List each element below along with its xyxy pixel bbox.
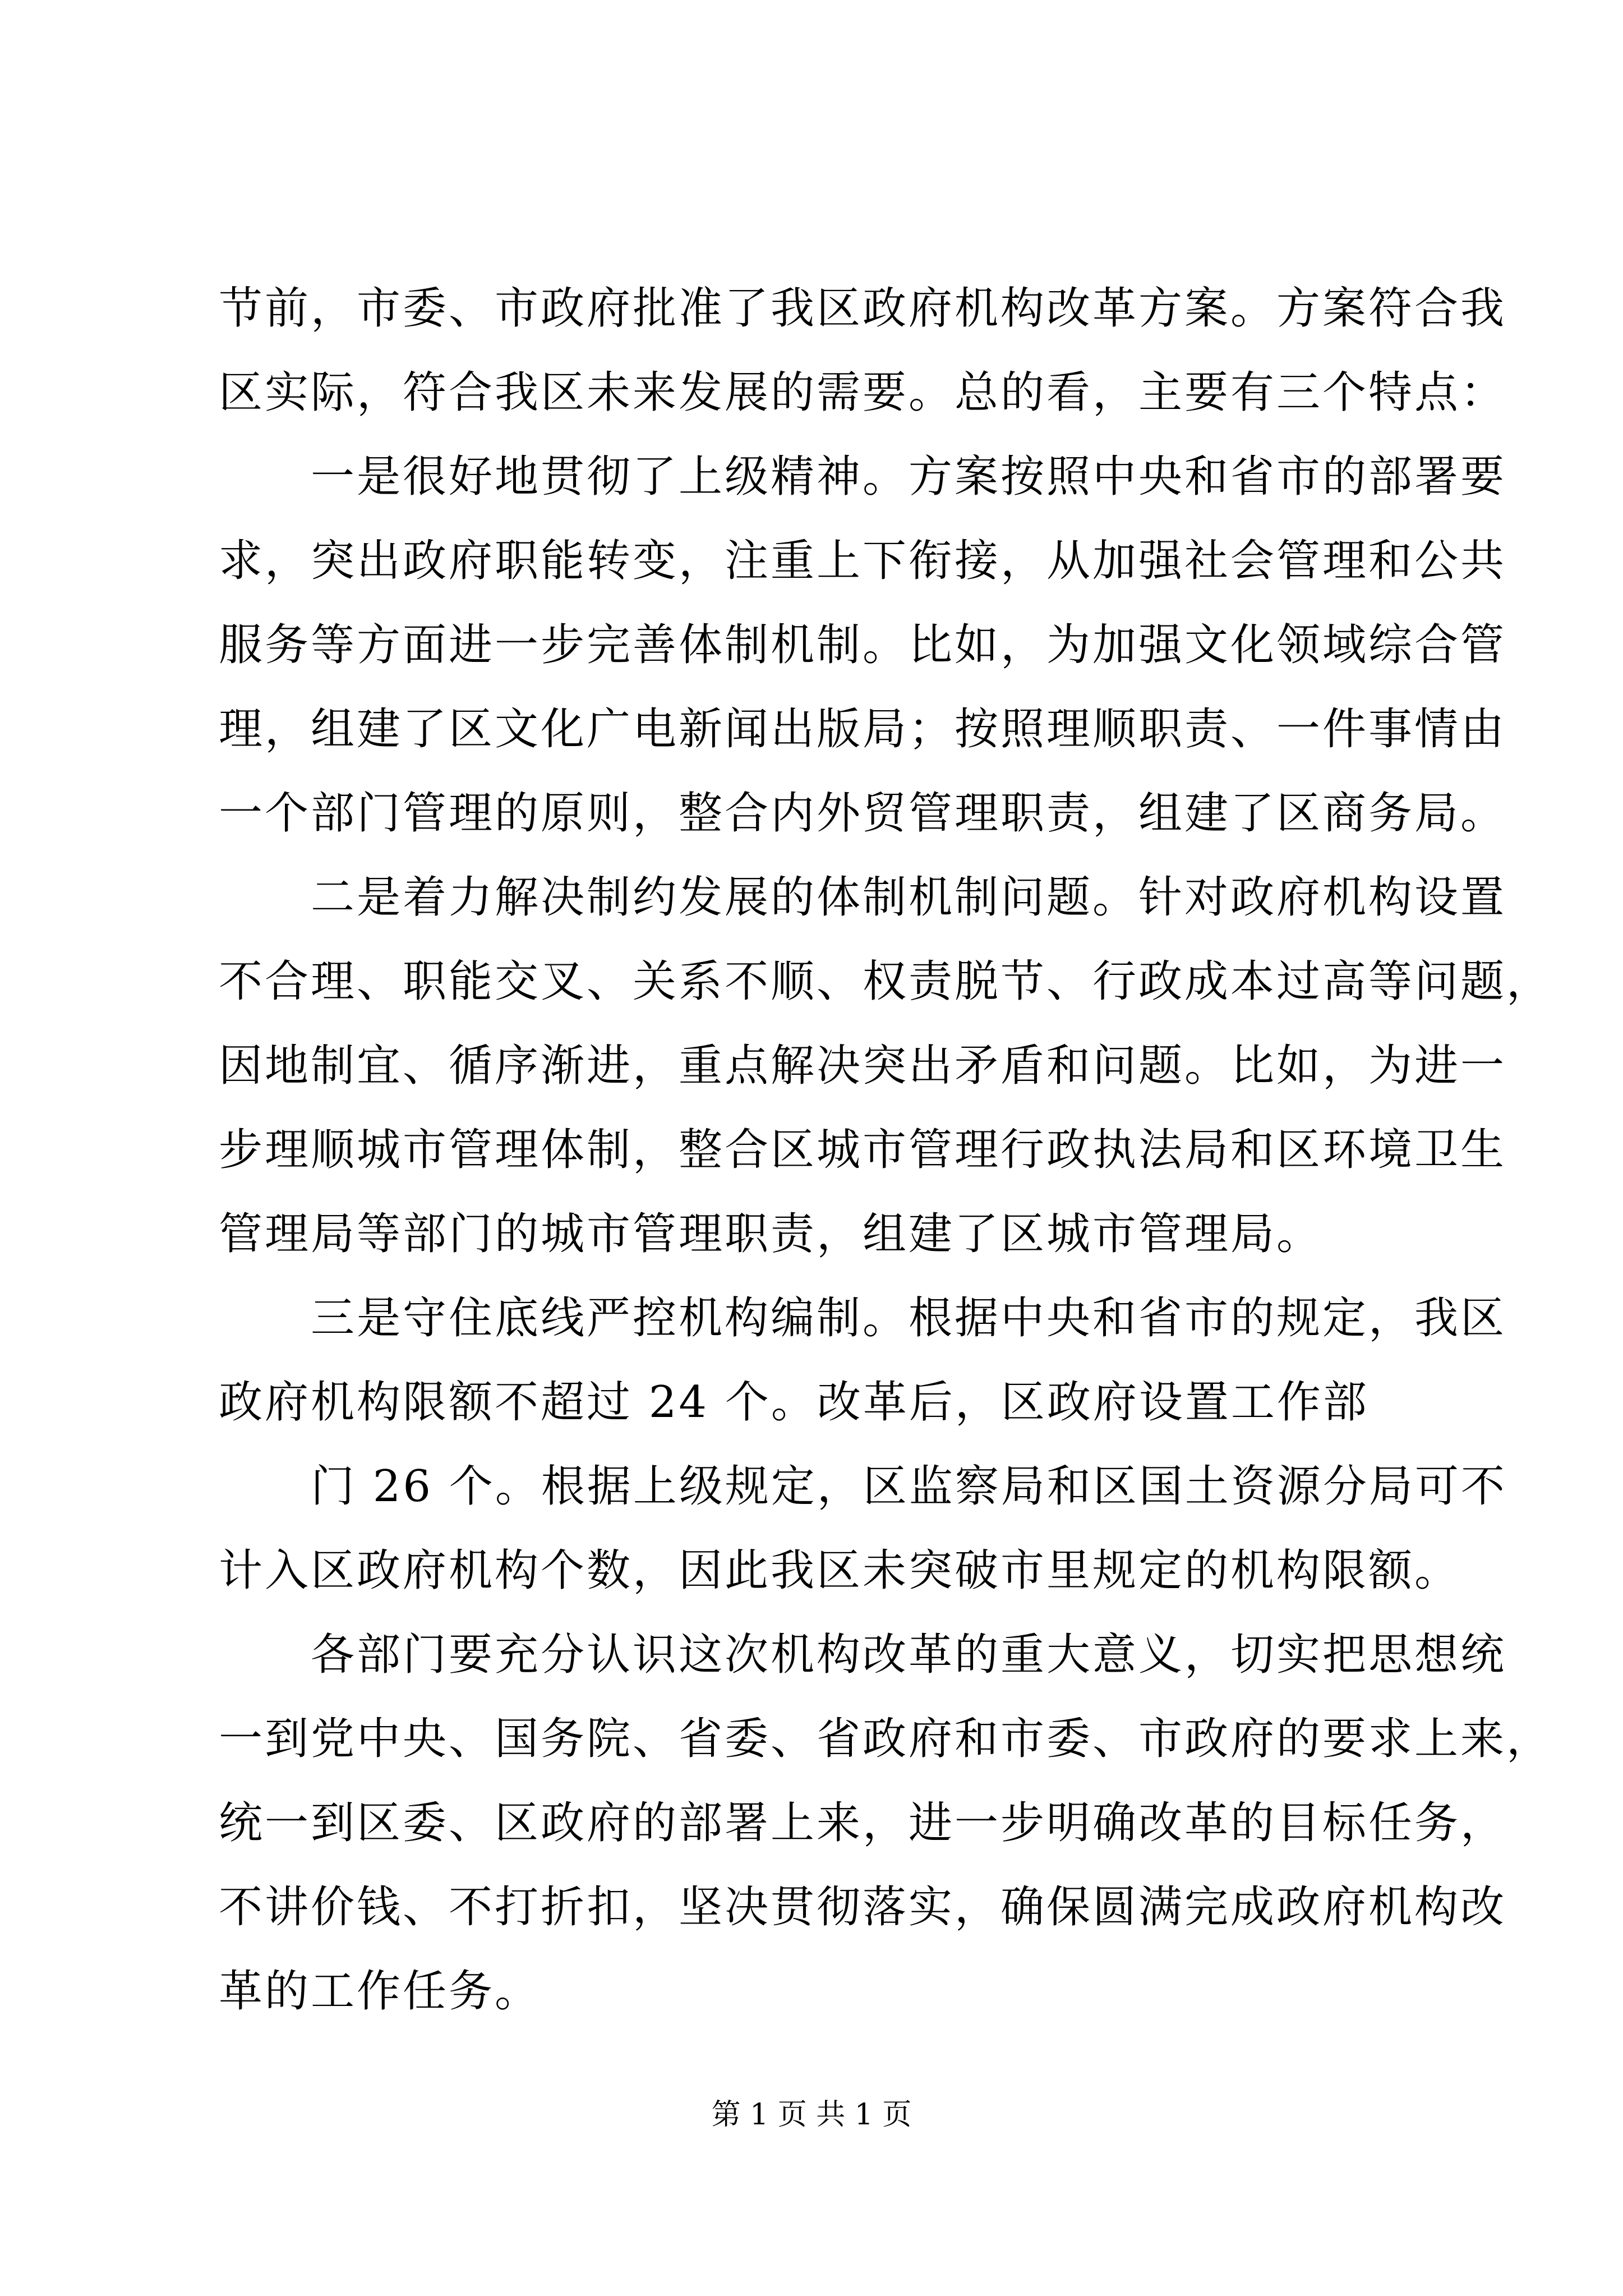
text-line: 求，突出政府职能转变，注重上下衔接，从加强社会管理和公共 (219, 536, 1507, 586)
text-line: 三是守住底线严控机构编制。根据中央和省市的规定，我区 (311, 1293, 1507, 1343)
text-line: 管理局等部门的城市管理职责，组建了区城市管理局。 (219, 1209, 1323, 1259)
text-line: 一到党中央、国务院、省委、省政府和市委、市政府的要求上来， (219, 1714, 1553, 1764)
text-line: 统一到区委、区政府的部署上来，进一步明确改革的目标任务， (219, 1798, 1507, 1848)
text-line: 因地制宜、循序渐进，重点解决突出矛盾和问题。比如，为进一 (219, 1041, 1507, 1091)
text-line: 计入区政府机构个数，因此我区未突破市里规定的机构限额。 (219, 1545, 1461, 1596)
text-line: 政府机构限额不超过 24 个。改革后，区政府设置工作部 (219, 1377, 1369, 1428)
text-line: 区实际，符合我区未来发展的需要。总的看，主要有三个特点： (219, 367, 1507, 418)
text-line: 步理顺城市管理体制，整合区城市管理行政执法局和区环境卫生 (219, 1125, 1507, 1175)
text-line: 门 26 个。根据上级规定，区监察局和区国土资源分局可不 (311, 1461, 1507, 1512)
text-line: 革的工作任务。 (219, 1966, 541, 2017)
text-line: 二是着力解决制约发展的体制机制问题。针对政府机构设置 (311, 872, 1507, 923)
text-line: 节前，市委、市政府批准了我区政府机构改革方案。方案符合我 (219, 283, 1507, 334)
text-line: 不合理、职能交叉、关系不顺、权责脱节、行政成本过高等问题， (219, 956, 1553, 1007)
document-body (219, 266, 1553, 2033)
text-line: 各部门要充分认识这次机构改革的重大意义，切实把思想统 (311, 1630, 1507, 1680)
page-footer: 第 1 页 共 1 页 (711, 2098, 912, 2132)
text-line: 不讲价钱、不打折扣，坚决贯彻落实，确保圆满完成政府机构改 (219, 1882, 1507, 1932)
text-line: 一个部门管理的原则，整合内外贸管理职责，组建了区商务局。 (219, 788, 1507, 839)
text-line: 一是很好地贯彻了上级精神。方案按照中央和省市的部署要 (311, 452, 1507, 502)
text-line: 服务等方面进一步完善体制机制。比如，为加强文化领域综合管 (219, 620, 1507, 670)
text-line: 理，组建了区文化广电新闻出版局；按照理顺职责、一件事情由 (219, 704, 1507, 754)
